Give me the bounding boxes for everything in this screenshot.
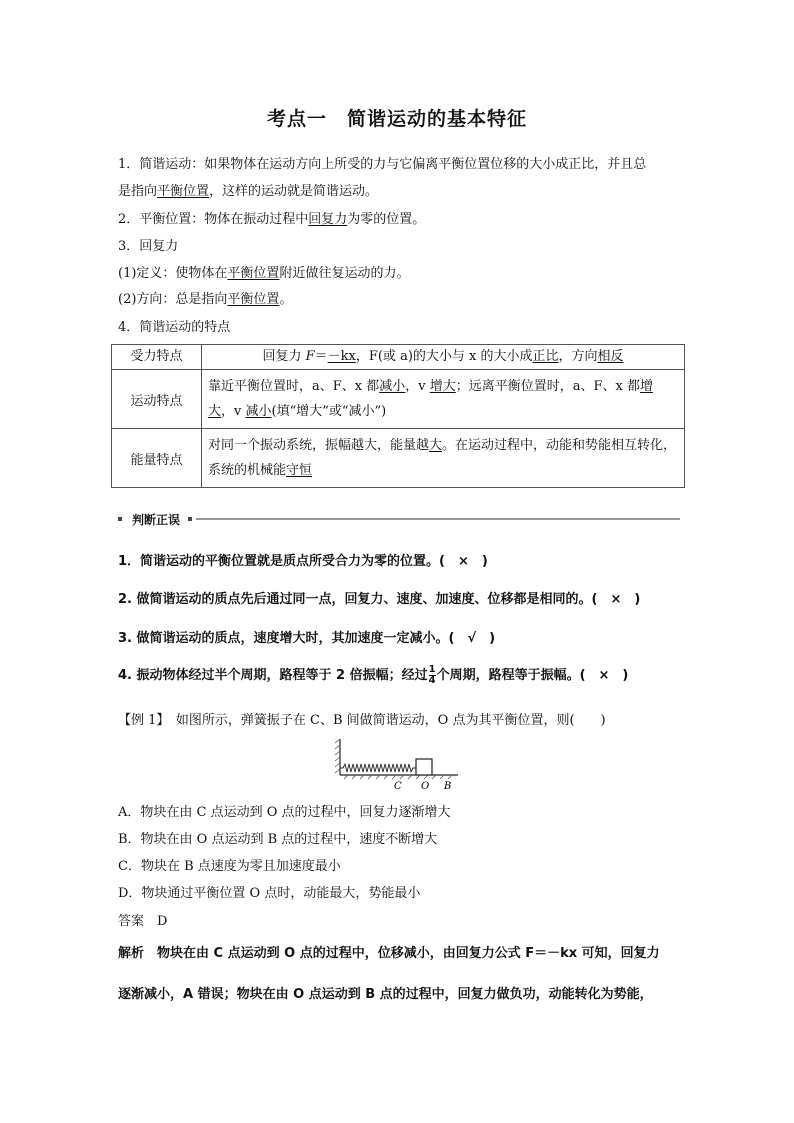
table-row xyxy=(112,429,685,488)
judgment-1: 1．简谐运动的平衡位置就是质点所受合力为零的位置。( × ) xyxy=(118,554,488,569)
row-content-force: 回复力 F＝－kx，F(或 a)的大小与 x 的大小成正比，方向相反 xyxy=(202,345,685,370)
point-4: 4．简谐运动的特点 xyxy=(118,320,231,335)
judgment-4: 4. 振动物体经过半个周期，路程等于 2 倍振幅；经过 $\frac{1}{4}$ 个周期，路程等于振幅。( × ) xyxy=(118,664,629,686)
wall-hatching xyxy=(335,739,340,775)
option-c: C．物块在 B 点速度为零且加速度最小 xyxy=(118,859,341,874)
option-b: B．物块在由 O 点运动到 B 点的过程中，速度不断增大 xyxy=(118,832,438,847)
section-header-judgment xyxy=(118,511,680,527)
judgment-3: 3. 做简谐运动的质点，速度增大时，其加速度一定减小。( √ ) xyxy=(118,631,496,646)
spring xyxy=(340,764,416,772)
row-head-motion: 运动特点 xyxy=(112,370,202,429)
option-a: A．物块在由 C 点运动到 O 点的过程中，回复力逐渐增大 xyxy=(118,805,451,820)
table-row xyxy=(112,370,685,429)
features-table xyxy=(111,344,685,488)
point-3: 3．回复力 xyxy=(118,239,179,254)
point-3-direction: (2)方向：总是指向平衡位置。 xyxy=(118,292,293,307)
row-content-motion: 靠近平衡位置时，a、F、x 都减小，v 增大；远离平衡位置时，a、F、x 都增大，v 减小(填“增大”或“减小”) xyxy=(202,370,685,429)
option-d: D．物块通过平衡位置 O 点时，动能最大，势能最小 xyxy=(118,886,421,901)
analysis-line-1: 解析 物块在由 C 点运动到 O 点的过程中，位移减小，由回复力公式 F＝－kx 可知，回复力 xyxy=(118,946,660,961)
bullet-icon xyxy=(188,517,192,521)
point-3-definition: (1)定义：使物体在平衡位置附近做往复运动的力。 xyxy=(118,266,410,281)
label-b: B xyxy=(444,781,452,792)
judgment-2: 2. 做简谐运动的质点先后通过同一点，回复力、速度、加速度、位移都是相同的。( × ) xyxy=(118,592,641,607)
bullet-icon xyxy=(118,517,122,521)
page-title: 考点一 简谐运动的基本特征 xyxy=(266,108,527,130)
fraction: $\frac{1}{4}$ xyxy=(428,664,436,686)
spring-oscillator-figure xyxy=(334,737,464,797)
row-content-energy: 对同一个振动系统，振幅越大，能量越大。在运动过程中，动能和势能相互转化，系统的机械能守恒 xyxy=(202,429,685,488)
answer: 答案 D xyxy=(118,914,168,929)
analysis-line-2: 逐渐减小，A 错误；物块在由 O 点运动到 B 点的过程中，回复力做负功，动能转化为势能， xyxy=(118,987,653,1002)
row-head-force: 受力特点 xyxy=(112,345,202,370)
table-row xyxy=(112,345,685,370)
point-1-line-2: 是指向平衡位置，这样的运动就是简谐运动。 xyxy=(118,184,379,199)
label-c: C xyxy=(394,781,402,792)
label-o: O xyxy=(421,781,430,792)
block xyxy=(416,759,432,775)
row-head-energy: 能量特点 xyxy=(112,429,202,488)
divider xyxy=(196,518,680,520)
example-stem: 【例 1】 如图所示，弹簧振子在 C、B 间做简谐运动，O 点为其平衡位置，则( ) xyxy=(118,713,606,728)
section-label: 判断正误 xyxy=(132,513,181,527)
point-1-line-1: 1．简谐运动：如果物体在运动方向上所受的力与它偏离平衡位置位移的大小成正比，并且总 xyxy=(118,157,647,172)
point-2: 2．平衡位置：物体在振动过程中回复力为零的位置。 xyxy=(118,212,426,227)
